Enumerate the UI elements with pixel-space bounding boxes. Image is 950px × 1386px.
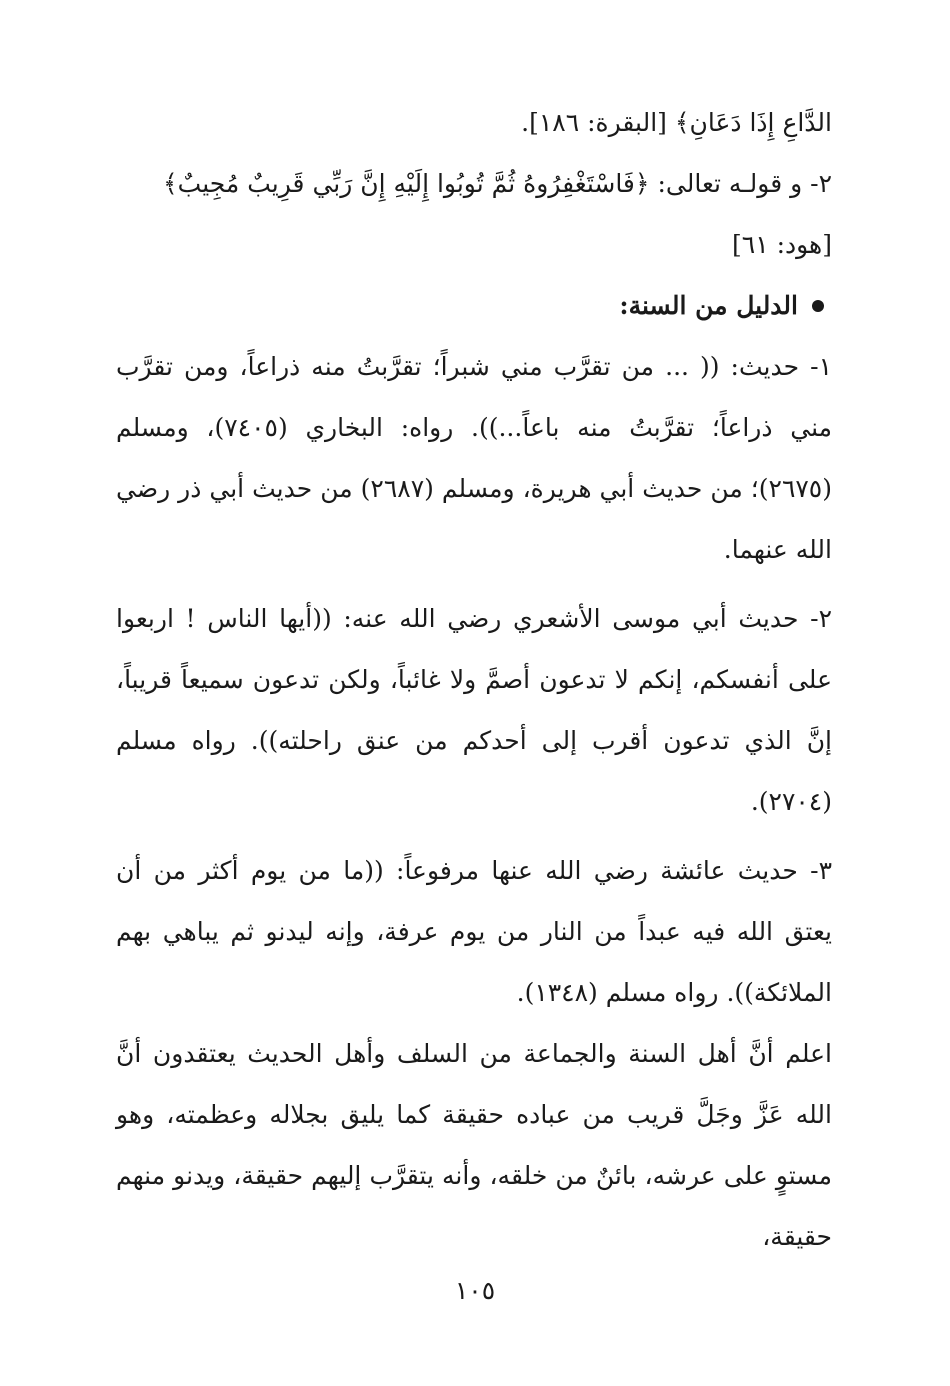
hadith-2: ٢- حديث أبي موسى الأشعري رضي الله عنه: ((أيها الناس ! اربعوا على أنفسكم، إنكم لا تدعون أصمَّ ولا غائباً، ولكن تدعون سميعاً قريباً، إنَّ الذي تدعون أقرب إلى أحدكم من عنق راحلته)). رواه مسلم (٢٧٠٤). xyxy=(116,604,832,816)
page-body xyxy=(116,92,832,1267)
section-heading xyxy=(116,275,832,336)
section-heading-text: الدليل من السنة: xyxy=(619,291,798,320)
page-number: ١٠٥ xyxy=(454,1276,496,1305)
verse-reference: [هود: ٦١] xyxy=(732,230,832,259)
hadith-3: ٣- حديث عائشة رضي الله عنها مرفوعاً: ((ما من يوم أكثر من أن يعتق الله فيه عبداً من النار من يوم عرفة، وإنه ليدنو ثم يباهي بهم الملائكة)). رواه مسلم (١٣٤٨). xyxy=(116,856,832,1007)
closing-paragraph: اعلم أنَّ أهل السنة والجماعة من السلف وأهل الحديث يعتقدون أنَّ الله عَزَّ وجَلَّ قريب من عباده حقيقة كما يليق بجلاله وعظمته، وهو مستوٍ على عرشه، بائنٌ من خلقه، وأنه يتقرَّب إليهم حقيقة، ويدنو منهم حقيقة، xyxy=(116,1039,832,1251)
bullet-icon xyxy=(812,300,824,312)
hadith-1: ١- حديث: (( ... من تقرَّب مني شبراً؛ تقرَّبتُ منه ذراعاً، ومن تقرَّب مني ذراعاً؛ تقرَّبتُ منه باعاً...)). رواه: البخاري (٧٤٠٥)، ومسلم (٢٦٧٥)؛ من حديث أبي هريرة، ومسلم (٢٦٨٧) من حديث أبي ذر رضي الله عنهما. xyxy=(116,352,833,564)
quran-verse-tail: الدَّاعِ إِذَا دَعَانِ﴾ [البقرة: ١٨٦]. xyxy=(521,108,832,137)
quran-verse-hud: ٢- و قولـه تعالى: ﴿فَاسْتَغْفِرُوهُ ثُمَّ تُوبُوا إِلَيْهِ إِنَّ رَبِّي قَرِيبٌ مُجِيبٌ﴾ xyxy=(163,169,832,198)
